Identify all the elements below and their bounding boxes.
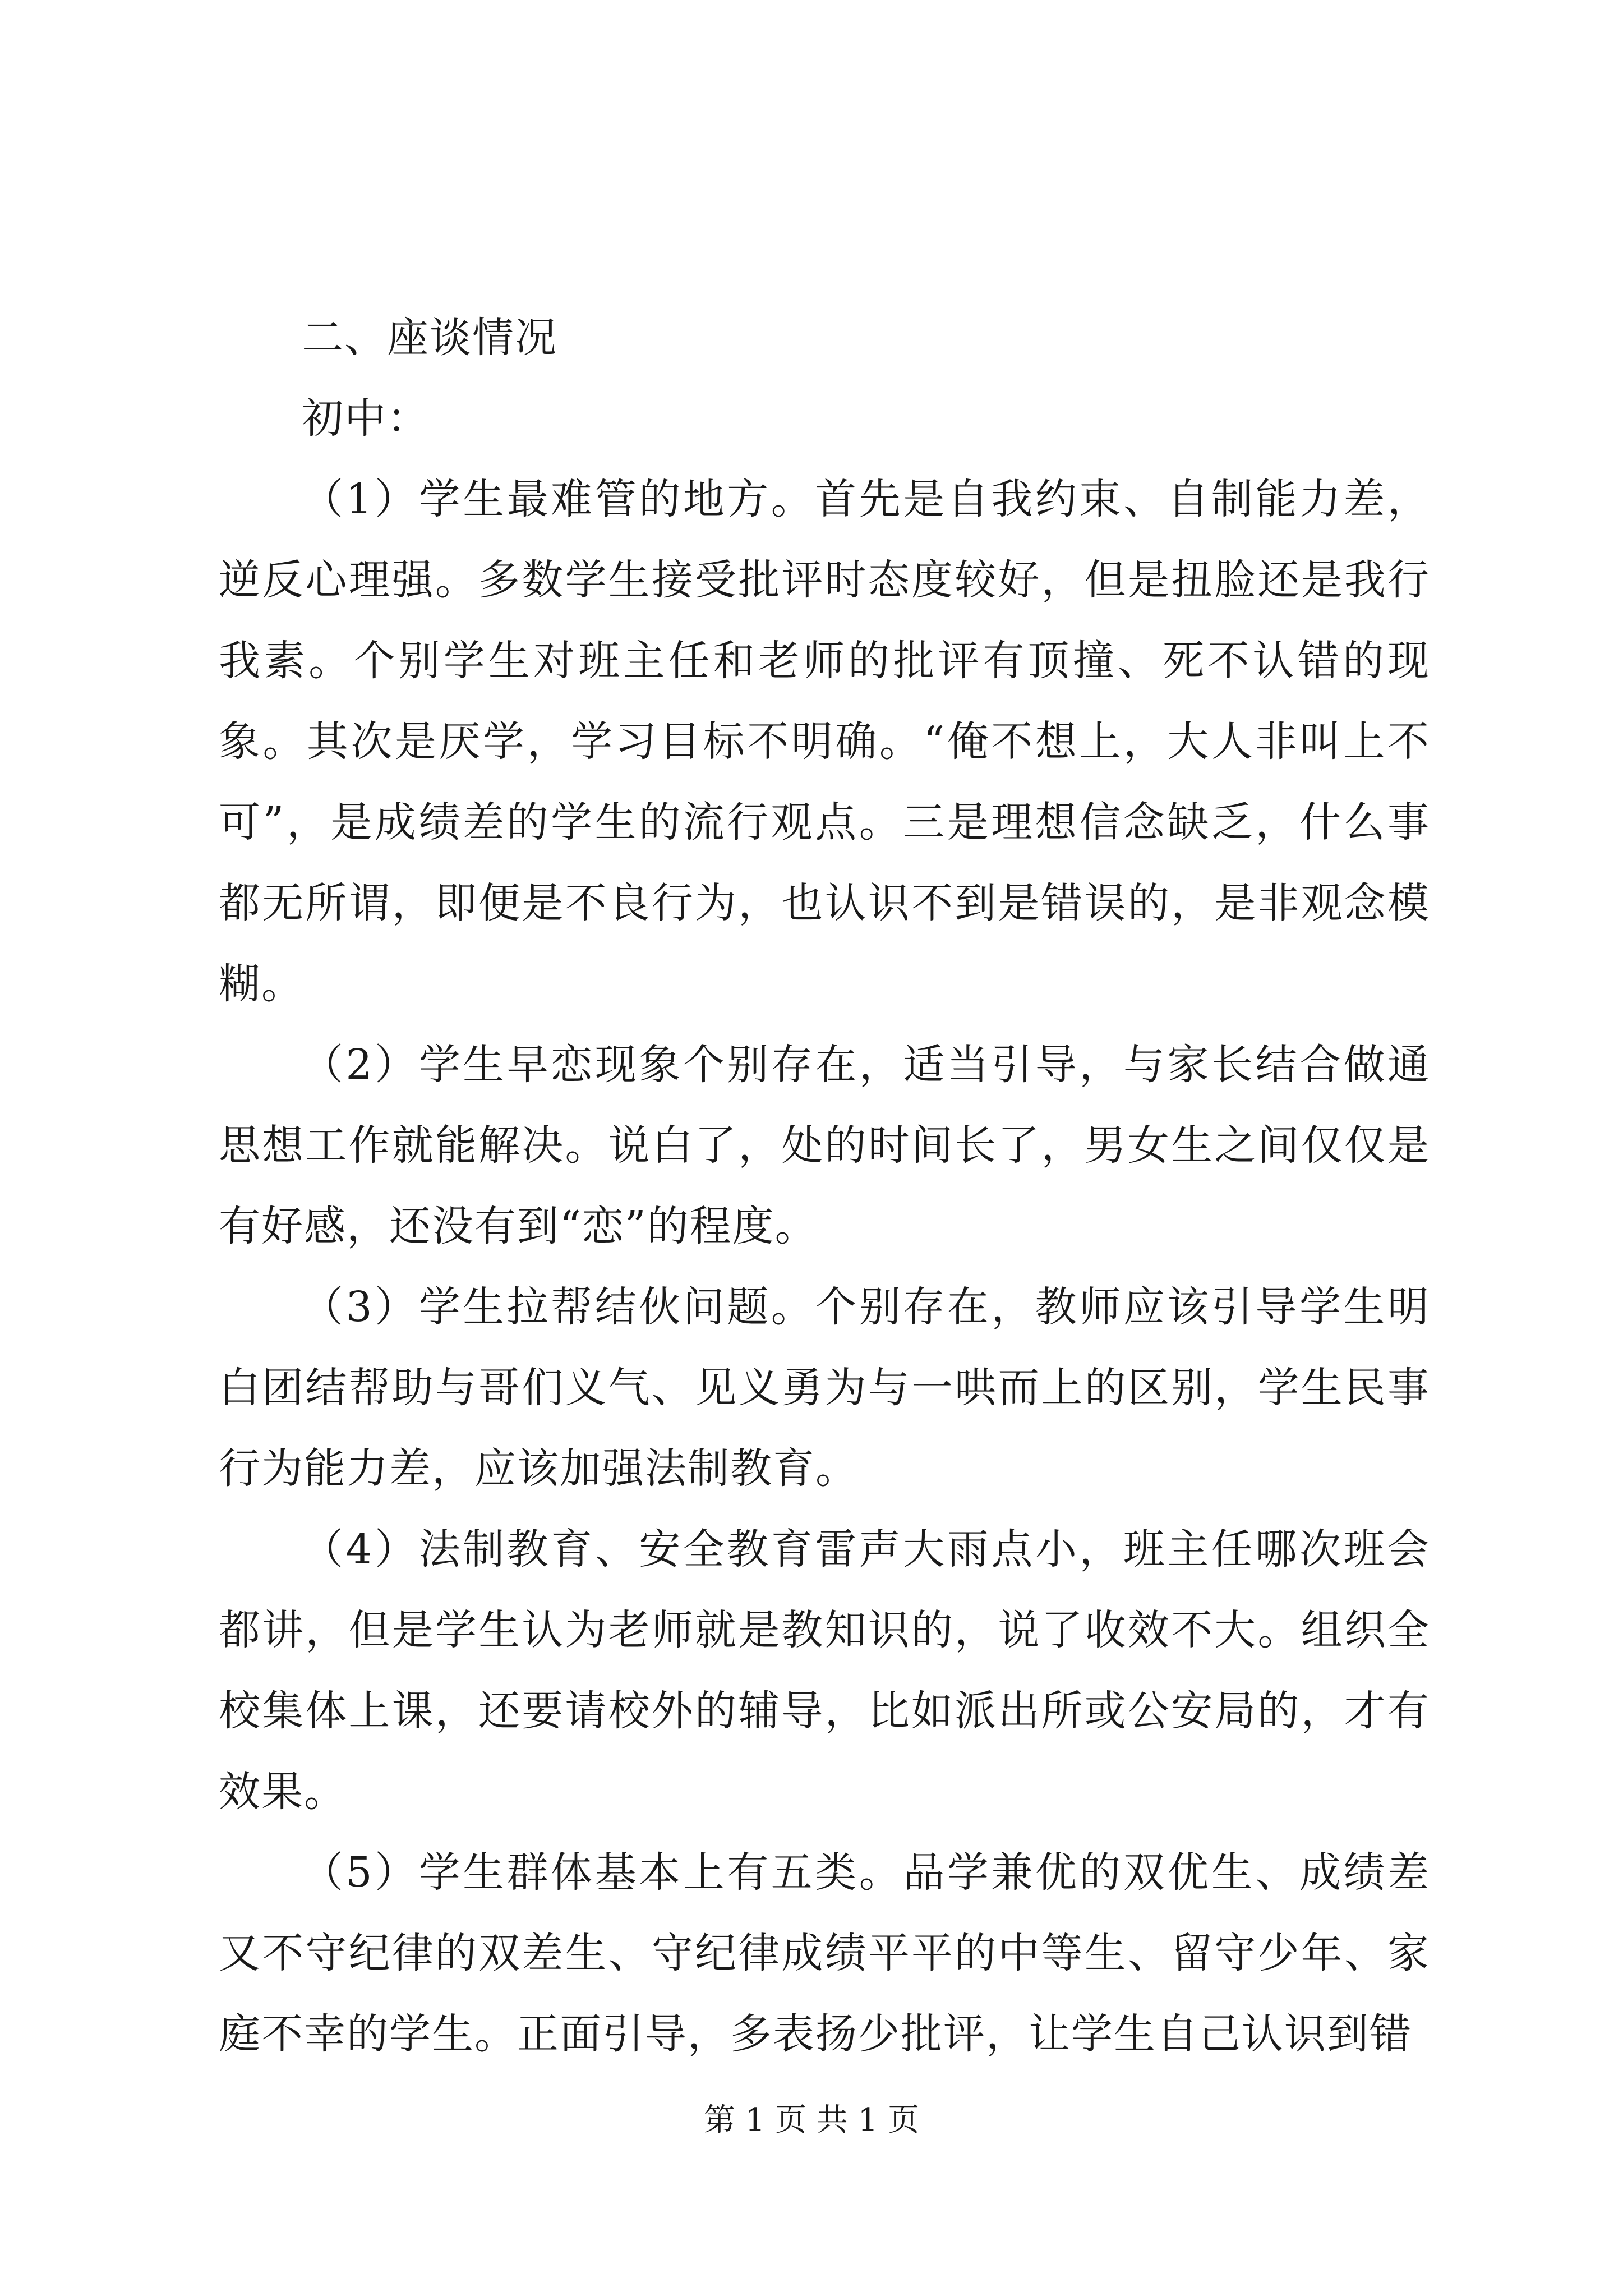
paragraph-item-4: （4）法制教育、安全教育雷声大雨点小，班主任哪次班会都讲，但是学生认为老师就是教知识的，说了收效不大。组织全校集体上课，还要请校外的辅导，比如派出所或公安局的，才有效果。: [219, 1525, 1430, 1816]
paragraph-item-5: （5）学生群体基本上有五类。品学兼优的双优生、成绩差又不守纪律的双差生、守纪律成绩平平的中等生、留守少年、家庭不幸的学生。正面引导，多表扬少批评，让学生自己认识到错: [219, 1848, 1430, 2058]
paragraph-item-2: （2）学生早恋现象个别存在，适当引导，与家长结合做通思想工作就能解决。说白了，处的时间长了，男女生之间仅仅是有好感，还没有到“恋”的程度。: [219, 1041, 1430, 1250]
subsection-label: 初中：: [302, 394, 430, 443]
section-heading: 二、座谈情况: [302, 314, 557, 362]
page-footer: 第 1 页 共 1 页: [703, 2102, 920, 2138]
paragraph-item-3: （3）学生拉帮结伙问题。个别存在，教师应该引导学生明白团结帮助与哥们义气、见义勇为与一哄而上的区别，学生民事行为能力差，应该加强法制教育。: [219, 1283, 1430, 1493]
paragraph-item-1: （1）学生最难管的地方。首先是自我约束、自制能力差，逆反心理强。多数学生接受批评时态度较好，但是扭脸还是我行我素。个别学生对班主任和老师的批评有顶撞、死不认错的现象。其次是厌学，学习目标不明确。“俺不想上，大人非叫上不可”，是成绩差的学生的流行观点。三是理想信念缺乏，什么事都无所谓，即便是不良行为，也认识不到是错误的，是非观念模糊。: [219, 475, 1430, 1008]
document-body: [219, 297, 1430, 2074]
